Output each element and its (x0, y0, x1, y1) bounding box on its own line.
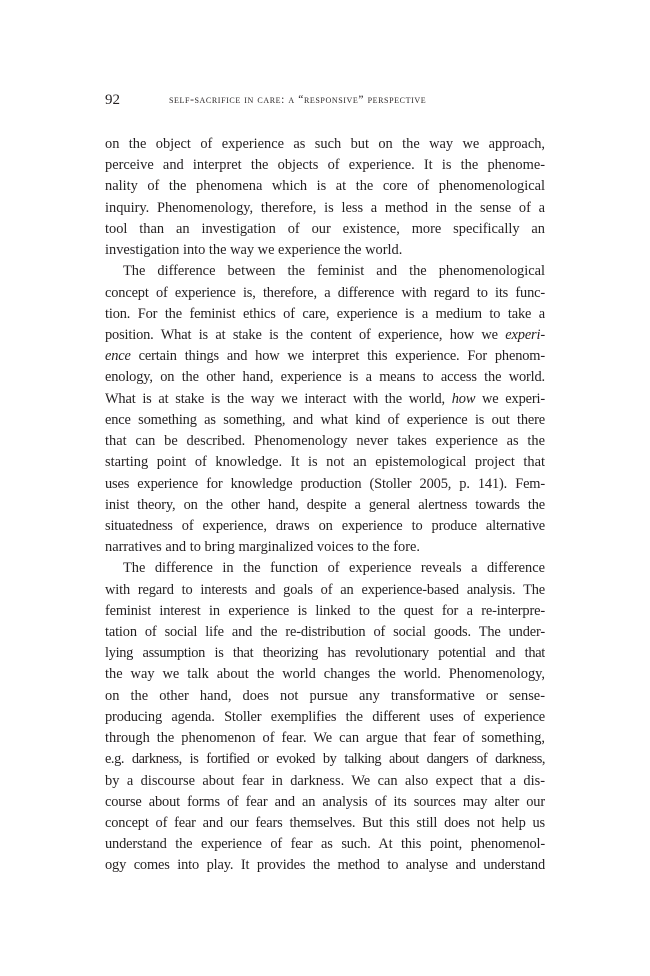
text-line: feminist interest in experience is linked to the quest for a re-interpre- (105, 602, 545, 619)
text-line: e.g. darkness, is fortified or evoked by talking about dangers of darkness, (105, 751, 545, 768)
text-line: tation of social life and the re-distribution of social goods. The under- (105, 624, 545, 641)
running-head (105, 89, 545, 111)
text-line: tool than an investigation of our existence, more specifically an (105, 220, 545, 237)
text-line: inquiry. Phenomenology, therefore, is less a method in the sense of a (105, 199, 545, 216)
text-line: producing agenda. Stoller exemplifies the different uses of experience (105, 708, 545, 725)
text-line: concept of experience is, therefore, a difference with regard to its func- (105, 284, 545, 301)
italic-text: experi- (505, 326, 545, 343)
body-text (105, 134, 545, 877)
text-line: position. What is at stake is the content of experience, how we experi- (105, 326, 545, 343)
text-line: with regard to interests and goals of an experience-based analysis. The (105, 581, 545, 598)
text-line: lying assumption is that theorizing has revolutionary potential and that (105, 645, 545, 662)
text-line: inist theory, on the other hand, despite a general alertness towards the (105, 496, 545, 513)
text-line: on the other hand, does not pursue any transformative or sense- (105, 687, 545, 704)
text-line: tion. For the feminist ethics of care, experience is a medium to take a (105, 305, 545, 322)
text-line: investigation into the way we experience the world. (105, 242, 403, 259)
text-line: narratives and to bring marginalized voices to the fore. (105, 539, 421, 556)
text-line: that can be described. Phenomenology never takes experience as the (105, 433, 545, 450)
page-number: 92 (105, 92, 120, 108)
italic-text: ence (105, 348, 131, 365)
italic-text: how (451, 390, 476, 407)
text-line: ence certain things and how we interpret this experience. For phenom- (105, 348, 545, 365)
text-line: situatedness of experience, draws on experience to produce alternative (105, 517, 545, 534)
text-line: understand the experience of fear as such. At this point, phenomenol- (105, 836, 545, 853)
text-line: ence something as something, and what kind of experience is out there (105, 411, 545, 428)
text-line: perceive and interpret the objects of experience. It is the phenome- (105, 157, 545, 174)
text-line: ogy comes into play. It provides the method to analyse and understand (105, 857, 545, 874)
text-line: concept of fear and our fears themselves. But this still does not help us (105, 815, 545, 831)
text-line: the way we talk about the world changes the world. Phenomenology, (105, 666, 545, 683)
text-line: through the phenomenon of fear. We can argue that fear of something, (105, 730, 545, 747)
text-line: enology, on the other hand, experience is a means to access the world. (105, 369, 545, 386)
text-line: by a discourse about fear in darkness. We can also expect that a dis- (105, 772, 545, 789)
text-line: nality of the phenomena which is at the core of phenomenological (105, 178, 545, 195)
text-line: course about forms of fear and an analysis of its sources may alter our (105, 793, 545, 810)
text-line: What is at stake is the way we interact with the world, how we experi- (105, 390, 545, 407)
text-line: on the object of experience as such but on the way we approach, (105, 136, 545, 152)
running-title: self-sacrifice in care: a “responsive” perspective (169, 94, 427, 106)
text-line: uses experience for knowledge production (Stoller 2005, p. 141). Fem- (105, 475, 545, 492)
text-line: starting point of knowledge. It is not an epistemological project that (105, 454, 545, 471)
text-line: The difference in the function of experience reveals a difference (123, 560, 545, 577)
text-line: The difference between the feminist and the phenomenological (123, 263, 545, 280)
